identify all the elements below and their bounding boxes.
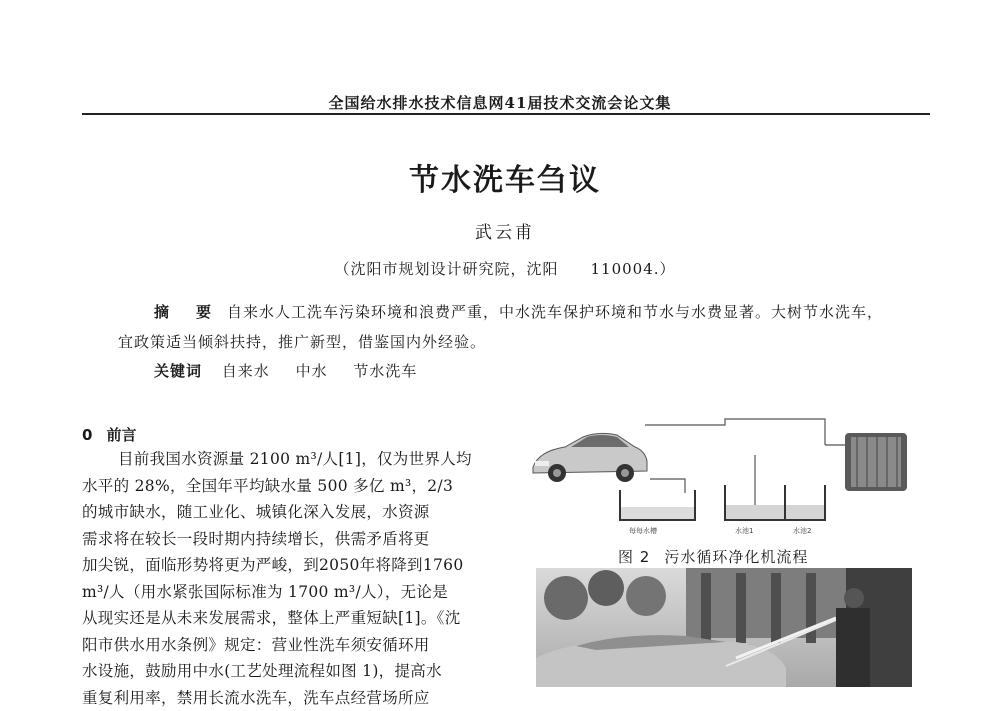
car-wash-photo [536, 568, 912, 687]
keyword: 自来水 [222, 362, 270, 380]
figure-2-diagram [525, 415, 913, 545]
figure-caption [618, 546, 808, 567]
abstract-label: 摘 要 [154, 303, 217, 321]
section-title: 前言 [106, 426, 136, 444]
keywords [154, 360, 437, 381]
body-line: 目前我国水资源量 2100 m³/人[1]，仅为世界人均 [82, 446, 488, 473]
section-heading [82, 424, 136, 445]
figure-caption-text: 污水循环净化机流程 [664, 548, 808, 566]
body-line: 需求将在较长一段时期内持续增长，供需矛盾将更 [82, 526, 488, 553]
body-line: 水设施，鼓励用中水(工艺处理流程如图 1)，提高水 [82, 658, 488, 685]
body-line: 的城市缺水，随工业化、城镇化深入发展，水资源 [82, 499, 488, 526]
tank-label: 每每水槽 [629, 526, 657, 535]
tank-label: 水池1 [735, 526, 753, 535]
running-header: 全国给水排水技术信息网41届技术交流会论文集 [0, 92, 1000, 113]
tank-label: 水池2 [793, 526, 811, 535]
figure-number: 图 2 [618, 548, 650, 566]
author: 武云甫 [0, 218, 1000, 243]
car-illustration [533, 433, 647, 482]
abstract [118, 297, 890, 357]
body-text [82, 446, 488, 711]
header-rule [82, 113, 930, 115]
body-line: 加尖锐，面临形势将更为严峻，到2050年将降到1760 [82, 552, 488, 579]
body-line: 重复利用率，禁用长流水洗车，洗车点经营场所应 [82, 685, 488, 711]
keywords-label: 关键词 [154, 362, 202, 380]
body-line: 水平的 28%，全国年平均缺水量 500 多亿 m³，2/3 [82, 473, 488, 500]
purifier-machine [845, 433, 907, 491]
keyword: 节水洗车 [353, 362, 417, 380]
paper-title: 节水洗车刍议 [0, 155, 1000, 199]
body-line: 阳市供水用水条例》规定：营业性洗车须安循环用 [82, 632, 488, 659]
section-number: 0 [82, 426, 92, 444]
abstract-text: 自来水人工洗车污染环境和浪费严重，中水洗车保护环境和节水与水费显著。大树节水洗车，宜政策适当倾斜扶持，推广新型，借鉴国内外经验。 [118, 303, 883, 351]
body-line: 从现实还是从未来发展需求，整体上严重短缺[1]。《沈 [82, 605, 488, 632]
body-line: m³/人（用水紧张国际标准为 1700 m³/人），无论是 [82, 579, 488, 606]
affiliation: （沈阳市规划设计研究院，沈阳 110004.） [0, 258, 1000, 279]
keyword: 中水 [296, 362, 328, 380]
